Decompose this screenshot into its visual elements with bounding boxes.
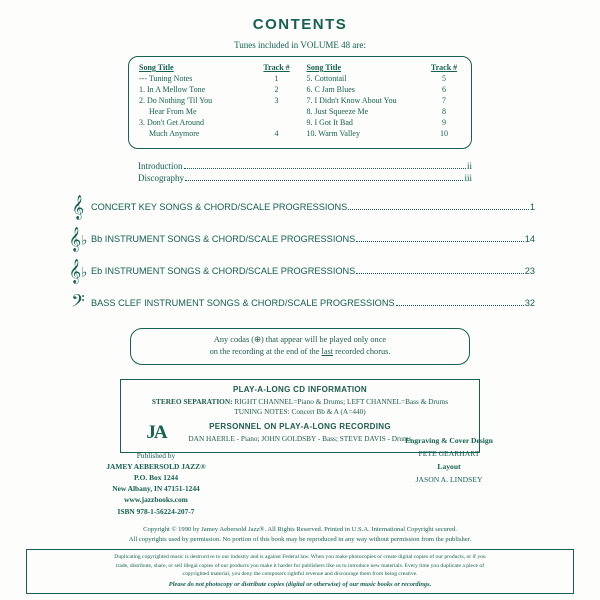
warning-line-2: trade, distribute, share, or sell illegal copies of our products you make it harder for publishers like us to introduce new materials. Every time you duplicate a piece of <box>115 562 485 569</box>
sections-list <box>65 194 535 315</box>
song-title: 10. Warm Valley <box>306 129 360 139</box>
table-row <box>306 95 461 106</box>
warning-line-3: copyrighted material, you deny the composers rightful revenue and discourage them from being creative. <box>182 570 418 577</box>
copyright-block <box>26 525 574 545</box>
section-label: Eb INSTRUMENT SONGS & CHORD/SCALE PROGRESSIONS <box>91 266 356 276</box>
list-item <box>65 290 535 315</box>
leader-dots <box>348 209 529 210</box>
list-item <box>65 258 535 283</box>
song-title: 6. C Jam Blues <box>306 84 355 94</box>
warning-line-4: Please do not photocopy or distribute copies (digital or otherwise) of our music books or recordings. <box>168 580 432 588</box>
coda-note-underlined: last <box>321 346 334 356</box>
section-page: 14 <box>524 234 535 244</box>
layout-name: JASON A. LINDSEY <box>415 475 483 485</box>
list-item <box>65 226 535 251</box>
table-row <box>139 73 294 84</box>
song-column-right <box>306 63 461 140</box>
front-matter-label: Introduction <box>138 160 183 171</box>
table-row <box>139 84 294 95</box>
song-track: 5 <box>442 73 446 83</box>
stereo-separation-row <box>129 397 471 408</box>
publisher-name: JAMEY AEBERSOLD JAZZ® <box>106 462 206 472</box>
song-title: 7. I Didn't Know About You <box>306 95 397 105</box>
song-title: 9. I Got It Bad <box>306 118 353 128</box>
list-item <box>128 173 472 183</box>
copyright-line-1: Copyright © 1990 by Jamey Aebersold Jazz®. All Rights Reserved. Printed in U.S.A. International Copyright secured. <box>143 525 457 533</box>
song-track: 4 <box>274 129 279 139</box>
isbn: ISBN 978-1-56224-207-7 <box>117 506 195 516</box>
song-title-header-right: Song Title <box>306 63 342 72</box>
publisher-block <box>56 419 256 516</box>
clef-glyph: 𝄞 <box>68 226 82 251</box>
leader-dots <box>396 305 524 306</box>
front-matter-label: Discography <box>138 172 184 183</box>
personnel-header: PERSONNEL ON PLAY-A-LONG RECORDING <box>209 421 391 431</box>
song-track: 7 <box>442 95 446 105</box>
publisher-address-1: P.O. Box 1244 <box>133 473 179 483</box>
page-subtitle: Tunes included in VOLUME 48 are: <box>234 40 366 50</box>
list-item <box>128 161 472 171</box>
song-track: 8 <box>442 107 446 117</box>
section-label: Bb INSTRUMENT SONGS & CHORD/SCALE PROGRESSIONS <box>91 234 356 244</box>
song-track: 3 <box>274 95 279 105</box>
warning-line-1: Duplicating copyrighted music is destructive to our industry and is against Federal law. When you make photocopies or create digital copies of our products, or if you <box>114 554 486 561</box>
personnel-line: DAN HAERLE - Piano; JOHN GOLDSBY - Bass; STEVE DAVIS - Drums <box>188 433 412 443</box>
section-label: CONCERT KEY SONGS & CHORD/SCALE PROGRESSIONS <box>91 202 348 212</box>
song-track <box>260 106 294 117</box>
song-track <box>260 118 294 129</box>
coda-note-post: recorded chorus. <box>333 346 391 356</box>
copying-warning-box <box>26 549 574 594</box>
page-footer <box>0 419 600 600</box>
song-title-cont: Much Anymore <box>149 129 200 139</box>
tuning-notes-line: TUNING NOTES: Concert Bb & A (A=440) <box>234 407 366 417</box>
track-header-right: Track # <box>430 63 458 72</box>
leader-dots <box>356 241 523 242</box>
song-track: 1 <box>274 73 279 83</box>
song-title: 1. In A Mellow Tone <box>139 84 206 94</box>
front-matter-page: ii <box>466 160 472 171</box>
song-list-box <box>128 56 472 149</box>
table-row <box>306 73 461 84</box>
treble-clef-icon <box>65 194 91 219</box>
coda-note-pre: on the recording at the end of the <box>209 346 322 356</box>
leader-dots <box>184 168 466 169</box>
song-title-cont: Hear From Me <box>149 107 197 117</box>
section-page: 32 <box>524 298 535 308</box>
publisher-logo: JA <box>146 422 166 444</box>
table-row <box>139 118 294 129</box>
song-title: --- Tuning Notes <box>139 73 193 83</box>
clef-glyph: 𝄢 <box>71 290 85 315</box>
coda-note-box <box>130 328 470 365</box>
clef-glyph: 𝄞 <box>71 194 85 219</box>
section-page: 1 <box>529 202 535 212</box>
bass-clef-icon <box>65 290 91 315</box>
treble-clef-eb-icon <box>65 258 91 283</box>
front-matter-page: iii <box>464 172 472 183</box>
treble-clef-bb-icon <box>65 226 91 251</box>
section-page: 23 <box>524 266 535 276</box>
table-row <box>306 118 461 129</box>
flat-icon: ♭ <box>81 264 88 280</box>
song-title: 8. Just Squeeze Me <box>306 107 369 117</box>
clef-glyph: 𝄞 <box>68 258 82 283</box>
copyright-line-2: All copyrights used by permission. No portion of this book may be reproduced in any way without permission from the publisher. <box>128 535 472 543</box>
table-row <box>139 95 294 106</box>
table-row <box>139 129 294 140</box>
track-header-left: Track # <box>263 63 290 72</box>
coda-note-line1: Any codas (⊕) that appear will be played only once <box>213 334 387 344</box>
cd-info-header: PLAY-A-LONG CD INFORMATION <box>232 384 368 394</box>
song-title: 5. Cottontail <box>306 73 347 83</box>
song-title: 2. Do Nothing 'Til You <box>139 95 213 105</box>
table-row <box>306 84 461 95</box>
table-row <box>306 129 461 140</box>
song-title-header-left: Song Title <box>139 63 174 72</box>
section-label: BASS CLEF INSTRUMENT SONGS & CHORD/SCALE PROGRESSIONS <box>91 298 395 308</box>
stereo-separation-label: STEREO SEPARATION: <box>151 396 233 406</box>
stereo-separation-value: RIGHT CHANNEL=Piano & Drums; LEFT CHANNEL=Bass & Drums <box>234 396 449 406</box>
layout-label: Layout <box>437 462 461 472</box>
song-track: 6 <box>442 84 446 94</box>
song-title: 3. Don't Get Around <box>139 118 204 128</box>
front-matter-list <box>128 161 472 183</box>
table-row <box>139 106 294 117</box>
coda-note-line2 <box>137 346 463 358</box>
published-by-label: Published by <box>136 450 176 460</box>
flat-icon: ♭ <box>81 232 88 248</box>
page-title: CONTENTS <box>252 16 348 33</box>
engraving-name: PETE GEARHART <box>418 449 480 459</box>
engraving-label: Engraving & Cover Design <box>405 436 493 446</box>
leader-dots <box>356 273 523 274</box>
table-row <box>306 106 461 117</box>
credits-block <box>354 419 544 487</box>
publisher-website[interactable]: www.jazzbooks.com <box>124 495 188 505</box>
list-item <box>65 194 535 219</box>
song-track: 2 <box>274 84 279 94</box>
publisher-address-2: New Albany, IN 47151-1244 <box>112 484 200 494</box>
song-column-left <box>139 63 294 140</box>
song-track: 9 <box>442 118 446 128</box>
song-track: 10 <box>440 129 448 139</box>
leader-dots <box>185 180 463 181</box>
